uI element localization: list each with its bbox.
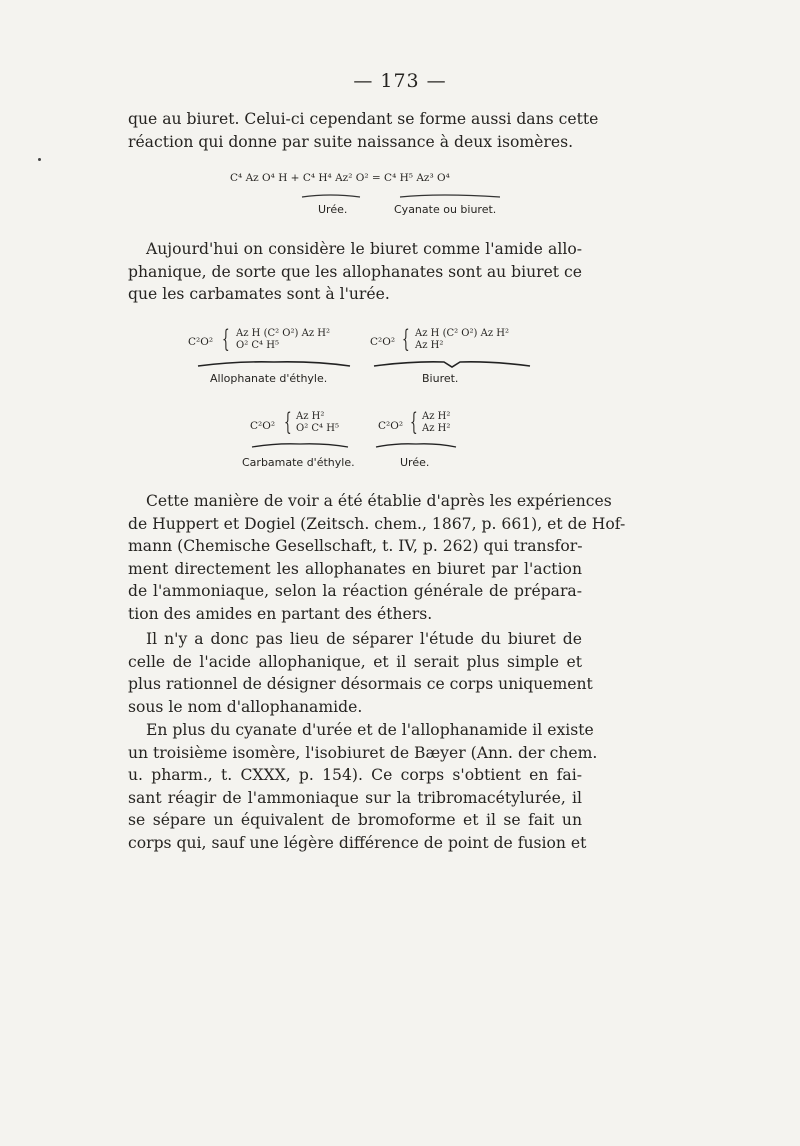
biuret-prefix: C²O² — [370, 336, 396, 348]
equation-braces — [300, 192, 510, 202]
allophanate-top: Az H (C² O²) Az H² — [236, 328, 330, 339]
paragraph-2 — [128, 238, 582, 306]
curly-brace: { — [222, 325, 230, 353]
text-line: que les carbamates sont à l'urée. — [128, 285, 390, 304]
text-line: Cette manière de voir a été établie d'après les expériences — [146, 492, 612, 510]
equation-formula: C⁴ Az O⁴ H + C⁴ H⁴ Az² O² = C⁴ H⁵ Az³ O⁴ — [230, 172, 450, 184]
stray-dot — [38, 158, 41, 161]
text-line: Aujourd'hui on considère le biuret comme l'amide allo- — [146, 240, 582, 258]
carbamate-underbrace — [250, 440, 350, 450]
paragraph-5 — [128, 719, 598, 855]
allophanate-prefix: C²O² — [188, 336, 214, 348]
text-line: tion des amides en partant des éthers. — [128, 604, 433, 623]
text-line: de l'ammoniaque, selon la réaction générale de prépara- — [128, 582, 582, 601]
text-line: Il n'y a donc pas lieu de séparer l'étude du biuret de — [146, 630, 582, 648]
label-cyanate: Cyanate ou biuret. — [394, 203, 497, 216]
uree-bottom: Az H² — [422, 423, 451, 434]
text-line: se sépare un équivalent de bromoforme et il se fait un — [128, 811, 582, 830]
text-line: phanique, de sorte que les allophanates sont au biuret ce — [128, 262, 582, 281]
allophanate-bottom: O² C⁴ H⁵ — [236, 340, 279, 351]
text-line: que au biuret. Celui-ci cependant se forme aussi dans cette — [128, 110, 599, 128]
text-line: ment directement les allophanates en biuret par l'action — [128, 559, 582, 578]
curly-brace: { — [284, 408, 292, 436]
text-line: sous le nom d'allophanamide. — [128, 697, 363, 716]
uree-underbrace — [374, 440, 458, 450]
text-line: celle de l'acide allophanique, et il serait plus simple et — [128, 652, 582, 671]
curly-brace: { — [402, 325, 410, 353]
text-line: un troisième isomère, l'isobiuret de Bæyer (Ann. der chem. — [128, 743, 598, 762]
carbamate-label: Carbamate d'éthyle. — [242, 456, 355, 469]
text-line: u. pharm., t. CXXX, p. 154). Ce corps s'obtient en fai- — [128, 766, 582, 785]
text-line: En plus du cyanate d'urée et de l'allophanamide il existe — [146, 721, 594, 739]
uree-prefix: C²O² — [378, 420, 404, 432]
allophanate-underbrace — [196, 358, 352, 370]
text-line: sant réagir de l'ammoniaque sur la tribromacétylurée, il — [128, 788, 582, 807]
text-line: de Huppert et Dogiel (Zeitsch. chem., 1867, p. 661), et de Hof- — [128, 514, 626, 533]
allophanate-label: Allophanate d'éthyle. — [210, 372, 328, 385]
paragraph-1 — [128, 108, 599, 153]
text-line: plus rationnel de désigner désormais ce corps uniquement — [128, 675, 593, 694]
text-line: corps qui, sauf une légère différence de point de fusion et — [128, 833, 587, 852]
carbamate-top: Az H² — [296, 411, 325, 422]
carbamate-prefix: C²O² — [250, 420, 276, 432]
curly-brace: { — [410, 408, 418, 436]
paragraph-3 — [128, 490, 626, 626]
text-line: réaction qui donne par suite naissance à deux isomères. — [128, 132, 574, 151]
text-line: mann (Chemische Gesellschaft, t. IV, p. 262) qui transfor- — [128, 537, 583, 556]
biuret-underbrace — [372, 358, 532, 370]
uree-top: Az H² — [422, 411, 451, 422]
carbamate-bottom: O² C⁴ H⁵ — [296, 423, 339, 434]
biuret-label: Biuret. — [422, 372, 459, 385]
biuret-bottom: Az H² — [415, 340, 444, 351]
paragraph-4 — [128, 628, 593, 718]
biuret-top: Az H (C² O²) Az H² — [415, 328, 509, 339]
page-number: — 173 — — [353, 70, 447, 92]
uree-label: Urée. — [400, 456, 430, 469]
label-uree: Urée. — [318, 203, 348, 216]
